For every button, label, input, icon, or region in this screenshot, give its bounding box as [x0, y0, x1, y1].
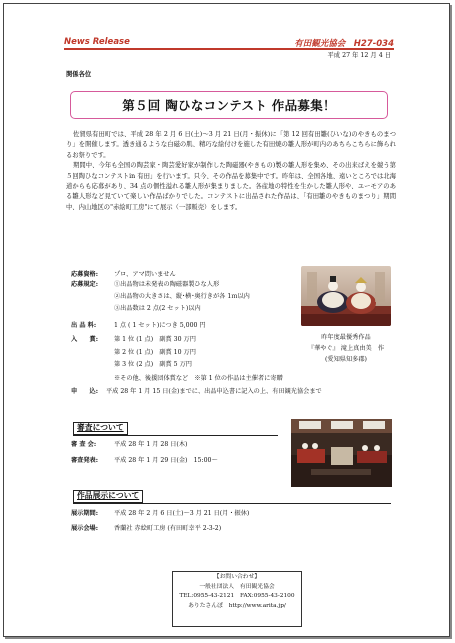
- intro-paragraph-1: 佐賀県有田町では、平成 28 年 2 月 6 日(土)～3 月 21 日(月・振休)に「第 12 回有田雛(ひいな)のやきものまつり」を開催します。透き通るような白磁の肌、精巧な絵付けを施した有田焼の雛人形が町内のあちらこちらに飾られるお祭りです。: [66, 131, 396, 159]
- hina-doll-photo-image: [301, 266, 391, 326]
- page-title: 第５回 陶ひなコンテスト 作品募集！: [70, 91, 388, 119]
- app-row: 入 賞: 第 1 位 (1 点) 副賞 30 万円: [71, 336, 196, 343]
- review-divider: [73, 435, 278, 436]
- review-heading: 審査について: [73, 422, 128, 435]
- contact-organization: 一般社団法人 有田観光協会: [199, 583, 275, 590]
- caption-line-3: (愛知県知多郡): [325, 356, 367, 363]
- contact-heading: 【お問い合わせ】: [213, 574, 261, 580]
- app-row: 申 込: 平成 28 年 1 月 15 日(金)までに、出品申込書に記入の上、有田観光協会まで: [71, 388, 322, 395]
- app-row: 第 2 位 (1 点) 副賞 10 万円: [114, 349, 196, 356]
- news-release-label: News Release: [64, 37, 130, 47]
- news-release-header: [64, 37, 394, 50]
- contact-phone-fax: TEL:0955-43-2121 FAX:0955-43-2100: [179, 593, 295, 600]
- release-number: 有田観光協会 H27-034: [294, 39, 394, 49]
- app-row: ③出品数は 2 点(2 セット)以内: [114, 305, 201, 312]
- caption-line-1: 昨年度最優秀作品: [321, 334, 371, 341]
- review-row: 審査発表: 平成 28 年 1 月 29 日(金) 15:00～: [71, 457, 218, 464]
- caption-line-2: 『華やぐ』 滝上真由美 作: [307, 345, 385, 352]
- issue-date: 平成 27 年 12 月 4 日: [327, 52, 391, 59]
- exhibition-venue-photo-image: [291, 419, 392, 487]
- document-page: [3, 3, 450, 637]
- addressee: 関係各位: [66, 71, 92, 78]
- app-row: 応募規定: ①出品物は未発表の陶磁器製ひな人形: [71, 281, 220, 288]
- app-row: 出 品 料: 1 点 ( 1 セット)につき 5,000 円: [71, 322, 206, 329]
- app-row: 第 3 位 (2 点) 副賞 5 万円: [114, 361, 192, 368]
- contact-box: [172, 571, 302, 627]
- photo-caption: [297, 332, 395, 365]
- hina-doll-photo: [301, 266, 391, 326]
- app-row: ※その他、後援団体賞など ※第 1 位の作品は主催者に寄贈: [114, 375, 283, 382]
- intro-text: [66, 130, 396, 213]
- exhibition-venue-photo: [291, 419, 392, 487]
- intro-paragraph-2: 期間中、今年も全国の陶芸家・陶芸愛好家が制作した陶磁器(やきもの)製の雛人形を集め、その出来ばえを競う第５回陶ひなコンテストin 有田」を行います。只今、その作品を募集中です。昨年は、全国各地、遠いところでは北海道からも応募があり、34 点の個性溢れる雛人形が集まりました。各産地の特性を生かした雛人形や、ユーモアのある雛人形など見ていて楽しい作品ばかりでした。コンテストに出品された作品は、「有田雛のやきものまつり」期間中、内山地区の"赤絵町工房"にて展示（一部販売）をします。: [66, 162, 396, 211]
- contact-website: ありたさんぽ http://www.arita.jp/: [188, 602, 286, 609]
- exhibition-row: 展示会場: 香蘭社 赤絵町工房 (有田町幸平 2-3-2): [71, 525, 222, 532]
- review-row: 審 査 会: 平成 28 年 1 月 28 日(木): [71, 441, 188, 448]
- exhibition-row: 展示期間: 平成 28 年 2 月 6 日(土)～3 月 21 日(月・振休): [71, 510, 250, 517]
- app-row: ②出品物の大きさは、縦･横･奥行きが各 1ｍ以内: [114, 293, 250, 300]
- exhibition-divider: [73, 503, 391, 504]
- app-row: 応募資格: プロ、アマ問いません: [71, 271, 176, 278]
- exhibition-heading: 作品展示について: [73, 490, 143, 503]
